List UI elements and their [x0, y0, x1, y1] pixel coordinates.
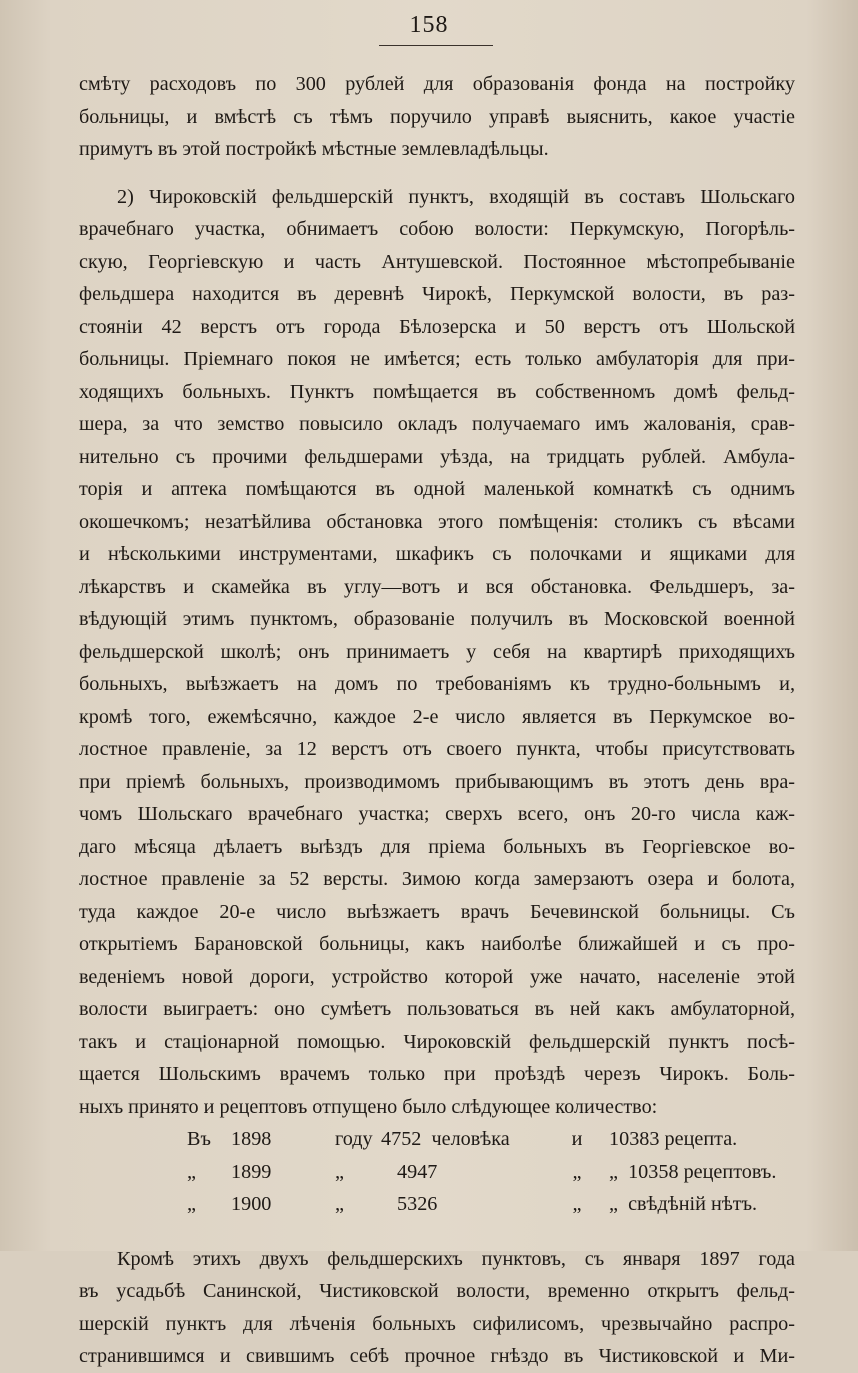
text-line: чомъ Шольскаго врачебнаго участка; сверхъ всего, онъ 20-го числа каж- [79, 803, 795, 825]
text-line: ныхъ принято и рецептовъ отпущено было слѣдующее количество: [79, 1095, 658, 1118]
table-row [187, 1188, 776, 1221]
table-cell: человѣка [431, 1128, 510, 1150]
text-line: такъ и стаціонарной помощью. Чироковскій фельдшерскій пунктъ посѣ- [79, 1030, 795, 1053]
table-cell: „ [187, 1160, 196, 1183]
table-row [187, 1123, 776, 1156]
text-line: щается Шольскимъ врачемъ только при проѣздѣ черезъ Чирокъ. Боль- [79, 1063, 795, 1085]
table-cell: „ [572, 1160, 582, 1183]
text-line: лѣкарствъ и скамейка въ углу—вотъ и вся обстановка. Фельдшеръ, за- [79, 575, 795, 598]
text-line: при пріемѣ больныхъ, производимомъ прибывающимъ въ этотъ день вра- [79, 770, 795, 793]
text-line: ходящихъ больныхъ. Пунктъ помѣщается въ собственномъ домѣ фельд- [79, 380, 795, 403]
text-line: смѣту расходовъ по 300 рублей для образованія фонда на постройку [79, 73, 795, 95]
table-cell: 5326 [397, 1193, 438, 1215]
text-line: лостное правленіе, за 12 верстъ отъ своего пункта, чтобы присутствовать [79, 738, 795, 760]
table-row [187, 1156, 776, 1189]
table-cell: 10383 [609, 1128, 660, 1150]
text-line: стояніи 42 верстъ отъ города Бѣлозерска и 50 верстъ отъ Шольской [79, 315, 795, 338]
text-line: торія и аптека помѣщаются въ одной маленькой комнаткѣ съ однимъ [79, 478, 795, 500]
text-line: фельдшерской школѣ; онъ принимаетъ у себя на квартирѣ приходящихъ [79, 640, 795, 663]
table-cell: 4947 [397, 1160, 438, 1183]
text-line: даго мѣсяца дѣлаетъ выѣздъ для пріема больныхъ въ Георгіевское во- [79, 835, 795, 858]
text-line: нительно съ прочими фельдшерами уѣзда, на тридцать рублей. Амбула- [79, 445, 795, 468]
text-line: веденіемъ новой дороги, устройство которой уже начато, населеніе этой [79, 965, 795, 988]
text-line: волости выиграетъ: оно сумѣетъ пользоваться въ ней какъ амбулаторной, [79, 998, 795, 1020]
table-cell: 1898 [231, 1128, 272, 1150]
stats-table [187, 1123, 776, 1221]
text-line: 2) Чироковскій фельдшерскій пунктъ, входящій въ составъ Шольскаго [117, 185, 795, 208]
text-line: въ усадьбѣ Санинской, Чистиковской волости, временно открытъ фельд- [79, 1280, 795, 1302]
text-line: вѣдующій этимъ пунктомъ, образованіе получилъ въ Московской военной [79, 608, 795, 630]
text-line: больницы, и вмѣстѣ съ тѣмъ поручило управѣ выяснить, какое участіе [79, 105, 795, 128]
table-cell: „ [572, 1193, 582, 1215]
page-body [79, 68, 795, 1373]
text-line: кромѣ того, ежемѣсячно, каждое 2-е число является въ Перкумское во- [79, 705, 795, 728]
text-line: Кромѣ этихъ двухъ фельдшерскихъ пунктовъ, съ января 1897 года [117, 1247, 795, 1270]
table-cell: 1900 [231, 1193, 272, 1215]
table-cell: 1899 [231, 1160, 272, 1183]
text-line: и нѣсколькими инструментами, шкафикъ съ полочками и ящиками для [79, 543, 795, 565]
paragraph-3 [79, 1243, 795, 1373]
table-cell: „ [187, 1193, 196, 1215]
text-line: примутъ въ этой постройкѣ мѣстные землевладѣльцы. [79, 138, 549, 160]
text-line: больницы. Пріемнаго покоя не имѣется; есть только амбулаторія для при- [79, 348, 795, 370]
table-cell: свѣдѣній нѣтъ. [628, 1193, 758, 1215]
text-line: фельдшера находится въ деревнѣ Чирокѣ, Перкумской волости, въ раз- [79, 283, 795, 305]
table-cell: „ [335, 1193, 344, 1215]
table-cell: „ [609, 1160, 618, 1183]
table-cell: „ [609, 1193, 618, 1215]
text-line: шерскій пунктъ для лѣченія больныхъ сифилисомъ, чрезвычайно распро- [79, 1312, 795, 1335]
text-line: скую, Георгіевскую и часть Антушевской. Постоянное мѣстопребываніе [79, 250, 795, 273]
text-line: открытіемъ Барановской больницы, какъ наиболѣе ближайшей и съ про- [79, 933, 795, 955]
text-line: окошечкомъ; незатѣйлива обстановка этого помѣщенія: столикъ съ вѣсами [79, 510, 795, 533]
text-line: больныхъ, выѣзжаетъ на домъ по требованіямъ къ трудно-больнымъ и, [79, 673, 795, 695]
text-line: лостное правленіе за 52 версты. Зимою когда замерзаютъ озера и болота, [79, 868, 795, 890]
table-cell: рецепта. [664, 1128, 738, 1150]
table-cell: 4752 [381, 1128, 422, 1150]
table-cell: 10358 рецептовъ. [628, 1160, 777, 1183]
page-number: 158 [409, 12, 449, 38]
text-line: шера, за что земство повысило окладъ получаемаго имъ жалованія, срав- [79, 413, 795, 435]
table-cell: „ [335, 1160, 344, 1183]
text-line: врачебнаго участка, обнимаетъ собою волости: Перкумскую, Погорѣль- [79, 218, 795, 240]
text-line: странившимся и свившимъ себѣ прочное гнѣздо въ Чистиковской и Ми- [79, 1345, 795, 1367]
paragraph-2 [79, 181, 795, 1124]
table-cell: и [571, 1128, 583, 1150]
table-cell: Въ [187, 1128, 211, 1150]
text-line: туда каждое 20-е число выѣзжаетъ врачъ Бечевинской больницы. Съ [79, 900, 795, 923]
page-number-rule [379, 45, 493, 46]
table-cell: году [335, 1128, 373, 1150]
paragraph-1 [79, 68, 795, 166]
